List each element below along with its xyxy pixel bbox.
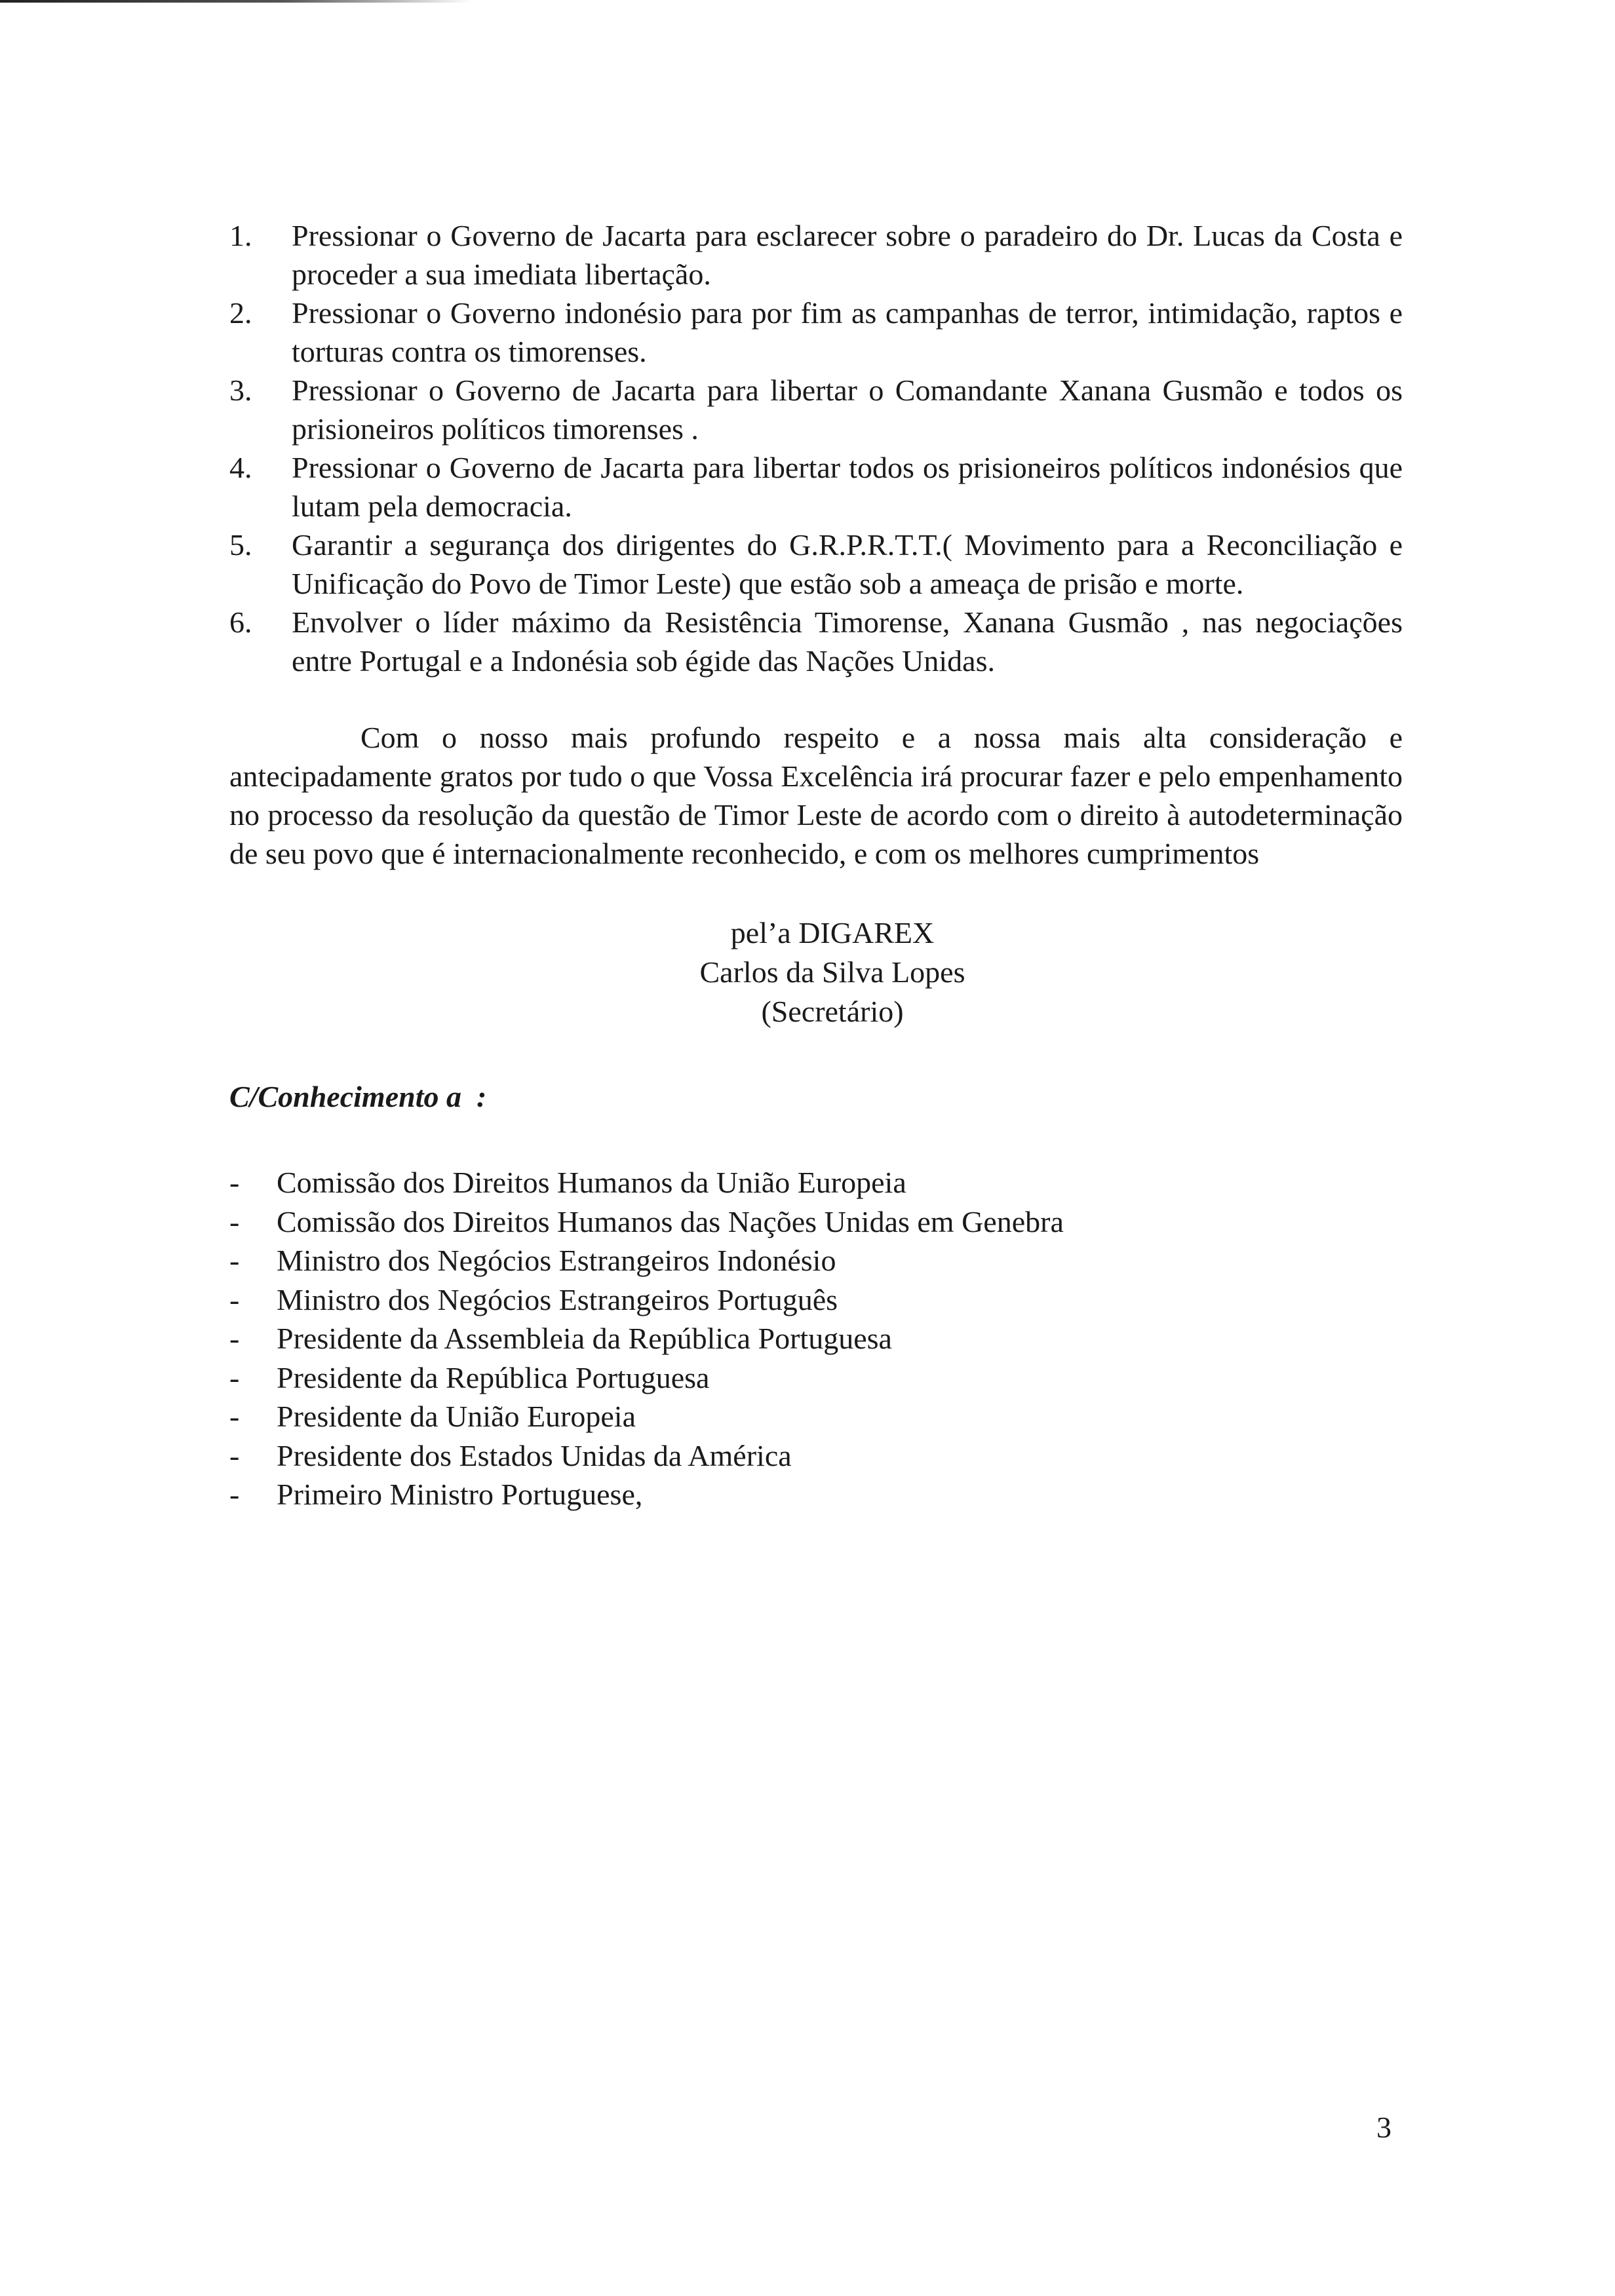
cc-recipient <box>229 1358 1403 1398</box>
cc-recipient-text: Presidente da República Portuguesa <box>277 1360 710 1394</box>
demand-item <box>229 603 1403 680</box>
demand-text: Envolver o líder máximo da Resistência Timorense, Xanana Gusmão , nas negociações entre Portugal e a Indonésia sob égide das Nações Unidas. <box>292 605 1403 678</box>
demand-text: Pressionar o Governo de Jacarta para libertar o Comandante Xanana Gusmão e todos os prisioneiros políticos timorenses . <box>292 373 1403 446</box>
signature-on-behalf-of: pel’a DIGAREX <box>730 916 935 949</box>
cc-recipient-list <box>229 1163 1403 1514</box>
demand-text: Pressionar o Governo indonésio para por fim as campanhas de terror, intimidação, raptos e torturas contra os timorenses. <box>292 296 1403 368</box>
cc-recipient <box>229 1202 1403 1242</box>
demand-item <box>229 371 1403 448</box>
demand-number: 6. <box>229 605 252 639</box>
bullet-dash: - <box>229 1204 240 1238</box>
cc-recipient <box>229 1319 1403 1358</box>
bullet-dash: - <box>229 1360 240 1394</box>
demand-item <box>229 448 1403 526</box>
demands-list <box>229 216 1403 680</box>
cc-recipient-text: Ministro dos Negócios Estrangeiros Indonésio <box>277 1244 836 1277</box>
scan-edge-mark <box>0 0 472 3</box>
demand-number: 2. <box>229 296 252 330</box>
bullet-dash: - <box>229 1478 240 1511</box>
demand-item <box>229 294 1403 371</box>
demand-item <box>229 526 1403 603</box>
demand-number: 1. <box>229 219 252 252</box>
bullet-dash: - <box>229 1244 240 1277</box>
closing-paragraph: Com o nosso mais profundo respeito e a nossa mais alta consideração e antecipadamente gratos por tudo o que Vossa Excelência irá procurar fazer e pelo empenhamento no processo da resolução da questão de Timor Leste de acordo com o direito à autodeterminação de seu povo que é internacionalmente reconhecido, e com os melhores cumprimentos <box>229 721 1403 870</box>
signature-role: (Secretário) <box>761 995 904 1028</box>
demand-number: 5. <box>229 528 252 562</box>
bullet-dash: - <box>229 1166 240 1199</box>
cc-recipient-text: Presidente dos Estados Unidas da América <box>277 1438 792 1472</box>
bullet-dash: - <box>229 1400 240 1433</box>
cc-recipient <box>229 1397 1403 1436</box>
signature-name: Carlos da Silva Lopes <box>699 955 965 989</box>
cc-recipient <box>229 1475 1403 1514</box>
cc-heading: C/Conhecimento a : <box>229 1080 487 1113</box>
demand-text: Pressionar o Governo de Jacarta para esclarecer sobre o paradeiro do Dr. Lucas da Costa e proceder a sua imediata libertação. <box>292 219 1403 291</box>
cc-recipient-text: Primeiro Ministro Portuguese, <box>277 1478 643 1511</box>
demand-number: 3. <box>229 373 252 407</box>
demand-item <box>229 216 1403 294</box>
bullet-dash: - <box>229 1438 240 1472</box>
cc-recipient-text: Comissão dos Direitos Humanos das Nações Unidas em Genebra <box>277 1204 1064 1238</box>
cc-recipient <box>229 1163 1403 1202</box>
cc-recipient <box>229 1280 1403 1320</box>
demand-number: 4. <box>229 451 252 484</box>
demand-text: Garantir a segurança dos dirigentes do G.R.P.R.T.T.( Movimento para a Reconciliação e Unificação do Povo de Timor Leste) que estão sob a ameaça de prisão e morte. <box>292 528 1403 600</box>
signature-block <box>669 913 996 1031</box>
bullet-dash: - <box>229 1282 240 1316</box>
cc-recipient-text: Presidente da Assembleia da República Portuguesa <box>277 1322 892 1355</box>
cc-recipient-text: Comissão dos Direitos Humanos da União Europeia <box>277 1166 906 1199</box>
letter-page <box>229 216 1403 1514</box>
cc-recipient-text: Presidente da União Europeia <box>277 1400 636 1433</box>
cc-recipient <box>229 1241 1403 1280</box>
cc-recipient <box>229 1436 1403 1476</box>
demand-text: Pressionar o Governo de Jacarta para libertar todos os prisioneiros políticos indonésios que lutam pela democracia. <box>292 451 1403 523</box>
cc-recipient-text: Ministro dos Negócios Estrangeiros Português <box>277 1282 838 1316</box>
bullet-dash: - <box>229 1322 240 1355</box>
page-number: 3 <box>1376 2111 1391 2144</box>
